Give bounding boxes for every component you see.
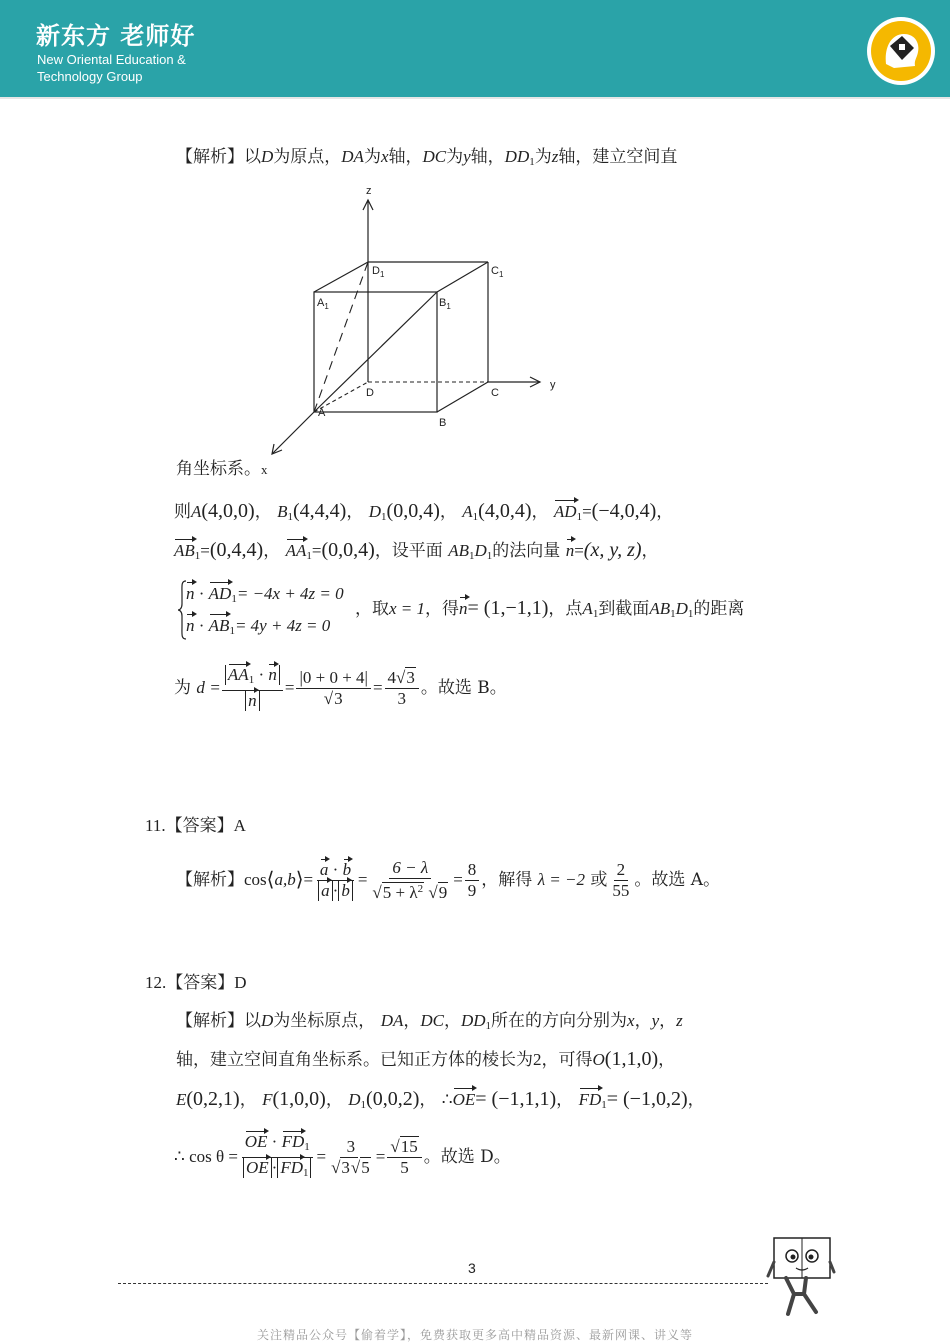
vertex-d-label: D [366,387,374,399]
vertex-b1-label: $B_1$ [439,297,451,311]
vertex-a1-label: $A_1$ [317,297,329,311]
q12-cos-formula: ∴ cos θ = $\frac{OE \cdot FD_1}{OE \cdot FD_1}$ = $\frac{3}{√3√5}$ = $\frac{√15}{5}$ 。故选 D。 [174,1131,511,1179]
vertex-a-label: A [318,407,326,419]
mascot-book-icon [766,1232,836,1318]
axis-y-label: y [550,379,556,391]
brand-name-en [37,51,186,85]
brand-en-line-1: New Oriental Education & [37,52,186,67]
vertex-c-label: C [491,387,499,399]
q12-solution-line-1: 【解析】以D为坐标原点， DA，DC，$DD_1$所在的方向分别为x，y，z [176,1011,683,1032]
q10-system-eq-1: $n \cdot AD_1= -4x + 4z = 0$ [186,584,344,605]
q12-answer: 12.【答案】D [145,973,247,993]
axis-z-label: z [366,185,372,197]
header-divider [0,97,950,99]
brand-name-cn: 新东方 老师好 [36,22,196,50]
header-banner [0,0,950,97]
cube-diagram [262,178,582,468]
vertex-d1-label: $D_1$ [372,265,385,279]
q10-system-eq-2: $n \cdot AB_1= 4y + 4z = 0$ [186,616,331,637]
brand-logo-icon [866,16,936,86]
page-number: 3 [468,1260,476,1276]
vertex-c1-label: $C_1$ [491,265,504,279]
vertex-b-label: B [439,417,447,429]
q10-intro: 【解析】以D为原点，DA为x轴，DC为y轴，$DD_1$为z轴，建立空间直 [176,147,678,168]
q10-intro-cont: 角坐标系。x [176,459,268,479]
q11-answer: 11.【答案】A [145,816,246,836]
q12-solution-line-2: 轴，建立空间直角坐标系。已知正方体的棱长为2，可得O(1,1,0)， [176,1048,676,1070]
q10-coords-1: 则A(4,0,0)， $B_1(4,4,4)$， $D_1(0,0,4)$， $A_1(4,0,4)$， $AD_1=(-4,0,4)$， [174,500,674,523]
footer-dashed-line [118,1283,768,1284]
footer-promo-text: 关注精品公众号【偷着学】，免费获取更多高中精品资源、最新网课、讲义等 [256,1328,693,1342]
q10-take-x: ，取x = 1，得n= (1,−1,1)，点$A_1$到截面$AB_1D_1$的距离 [355,597,745,620]
q12-solution-line-3: E(0,2,1)， F(1,0,0)， $D_1(0,0,2)$， ∴OE= (−1,1,1)， $FD_1= (-1,0,2)$， [176,1088,705,1111]
q10-coords-2: $AB_1=(0,4,4)$， $AA_1=(0,0,4)$，设平面 $AB_1D_1$的法向量 n=(x, y, z)， [174,539,659,562]
q10-distance-formula: 为 d = $\frac{AA_1 \cdot n}{n}$ = $\frac{|0 + 0 + 4|}{√3}$ = $\frac{4√3}{3}$ 。故选 B。 [174,665,507,710]
q11-solution: 【解析】 cos ⟨ a,b ⟩ = $\frac{a \cdot b}{a \cdot b}$ = $\frac{6 - \lambda}{√5 + \lambda^2 √9}$ = $\frac{8}{9}$ ，解得 λ = −2 或 $\frac{2}{55}$ 。故选 A。 [176,857,721,902]
brand-en-line-2: Technology Group [37,69,143,84]
